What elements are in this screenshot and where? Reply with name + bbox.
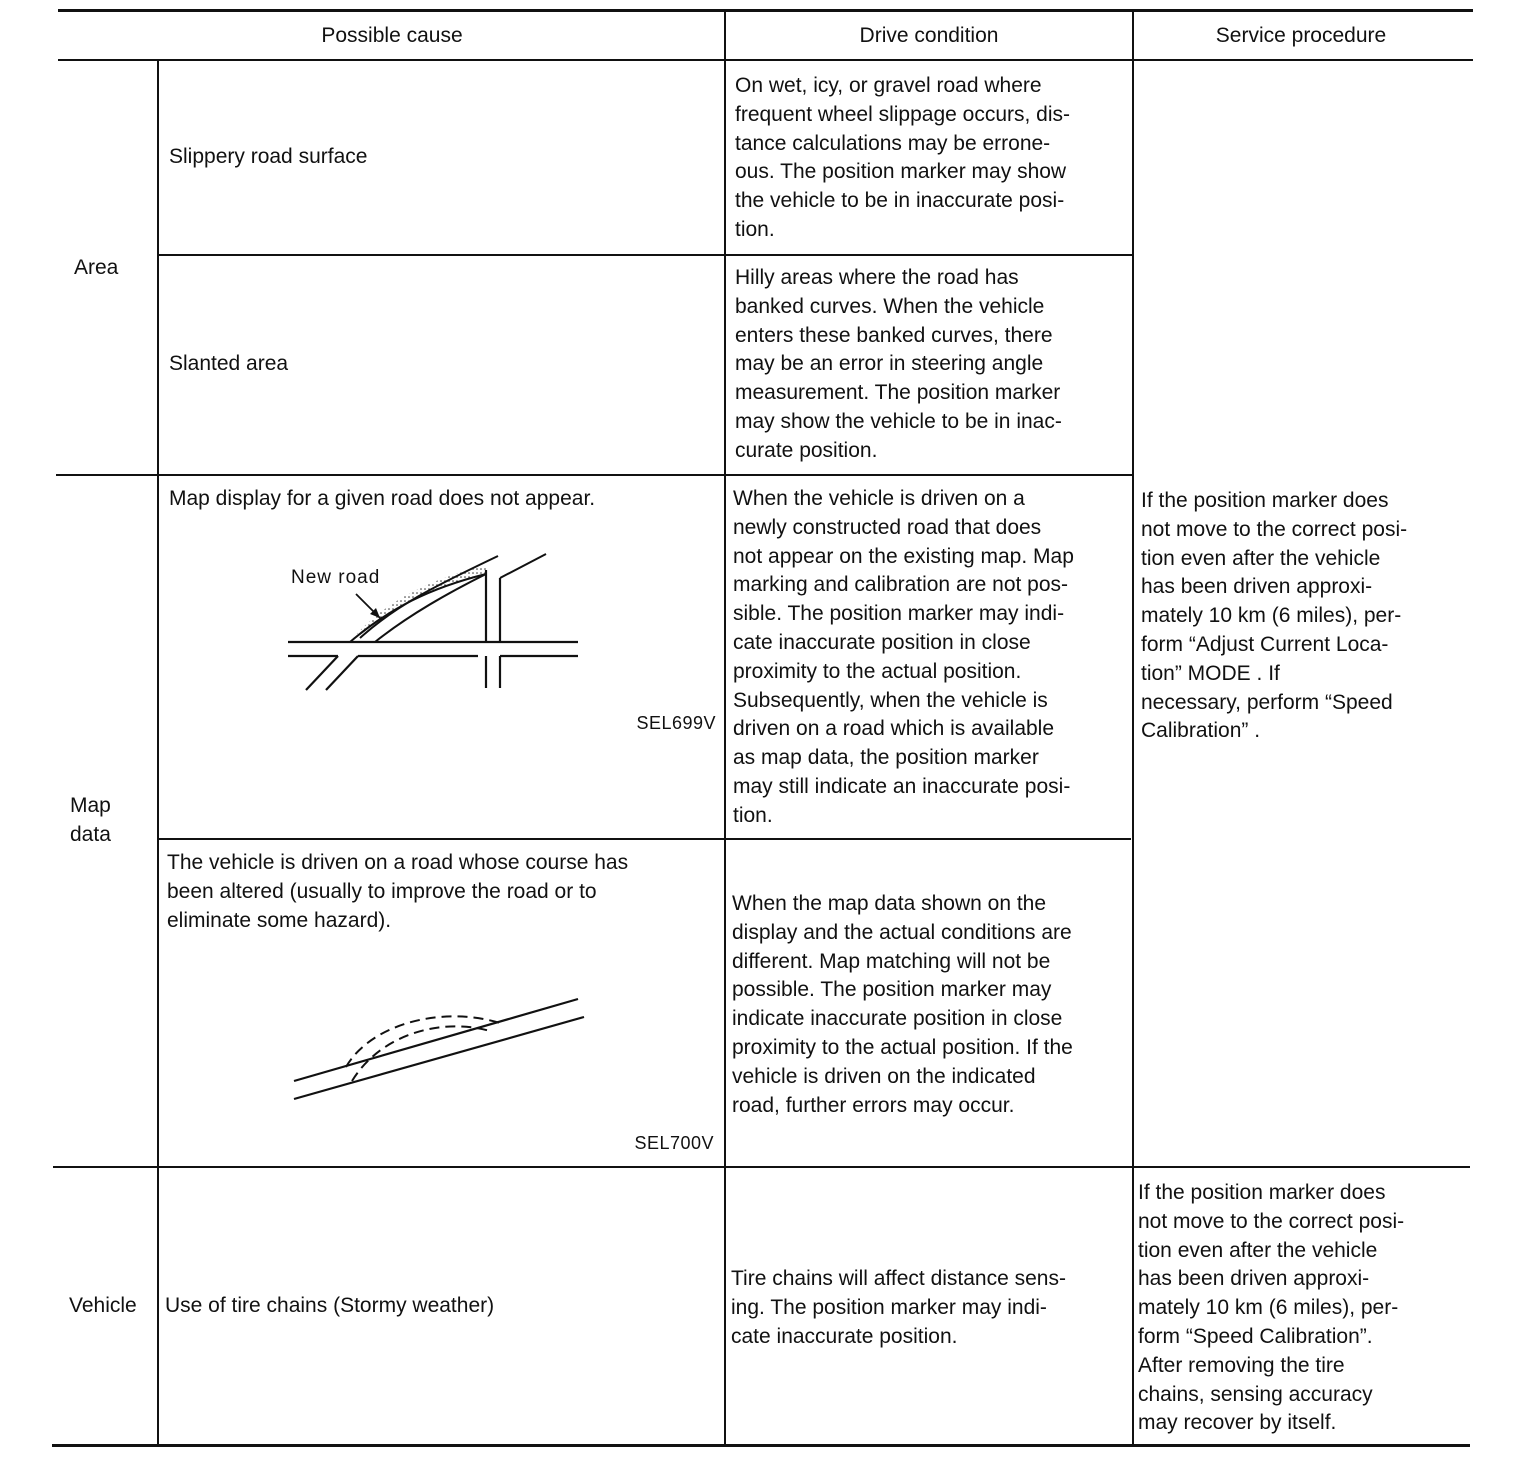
cause-map-display-missing: Map display for a given road does not appear. [169, 487, 596, 510]
group-divider-area-map [56, 474, 1134, 476]
header-possible-cause: Possible cause [321, 24, 463, 47]
service-speed-calibration: If the position marker does not move to the correct posi- tion even after the vehicle has been driven approxi- mately 10 km (6 miles), per- form “Speed Calibration”. After removing the tire chains, sensing accuracy may recover by itself. [1138, 1181, 1405, 1435]
group-label-vehicle: Vehicle [69, 1294, 137, 1317]
row-divider-slippery-slanted [159, 254, 1134, 256]
group-divider-map-vehicle [53, 1166, 1470, 1168]
group-label-area: Area [74, 256, 119, 279]
figure-code-sel700v: SEL700V [634, 1133, 714, 1153]
header-service-procedure: Service procedure [1215, 24, 1387, 47]
condition-new-road: When the vehicle is driven on a newly constructed road that does not appear on the existing map. Map marking and calibration are not pos- sible. The position marker may indi- cate inaccurate position in close proximity to the actual position. Subsequently, when the vehicle is driven on a road which is available as map data, the position marker may still indicate an inaccurate posi- tion. [733, 487, 1074, 827]
header-drive-condition: Drive condition [859, 24, 999, 47]
table-bottom-rule [52, 1444, 1470, 1447]
figure-label-new-road: New road [291, 567, 381, 588]
figure-code-sel699v: SEL699V [636, 713, 716, 733]
cause-tire-chains: Use of tire chains (Stormy weather) [165, 1294, 495, 1317]
cause-slippery-road: Slippery road surface [169, 145, 368, 168]
table-top-rule [58, 9, 1473, 12]
cause-altered-course: The vehicle is driven on a road whose course has been altered (usually to improve the road or to eliminate some hazard). [167, 851, 629, 932]
condition-slanted-area: Hilly areas where the road has banked curves. When the vehicle enters these banked curves, there may be an error in steering angle measurement. The position marker may show the vehicle to be in inac- curate position. [735, 266, 1062, 462]
altered-road-figure [290, 995, 590, 1105]
service-adjust-location: If the position marker does not move to the correct posi- tion even after the vehicle has been driven approxi- mately 10 km (6 miles), per- form “Adjust Current Loca- tion” MODE . If necessary, perform “Speed Calibration” . [1141, 489, 1408, 743]
cause-group-separator [157, 61, 159, 1446]
cause-condition-separator [724, 12, 726, 1446]
new-road-figure [280, 548, 590, 698]
condition-slippery-road: On wet, icy, or gravel road where frequent wheel slippage occurs, dis- tance calculations may be errone- ous. The position marker may show the vehicle to be in inaccurate posi- tion. [735, 74, 1071, 241]
group-label-map-data: Map data [70, 794, 111, 846]
cause-slanted-area: Slanted area [169, 352, 289, 375]
header-bottom-rule [58, 59, 1473, 61]
condition-service-separator [1132, 12, 1134, 1446]
row-divider-map-rows [157, 838, 1131, 840]
condition-tire-chains: Tire chains will affect distance sens- ing. The position marker may indi- cate inaccurate position. [731, 1267, 1066, 1348]
condition-altered-course: When the map data shown on the display and the actual conditions are different. Map matching will not be possible. The position marker may indicate inaccurate position in close proximity to the actual position. If the vehicle is driven on the indicated road, further errors may occur. [732, 892, 1073, 1117]
